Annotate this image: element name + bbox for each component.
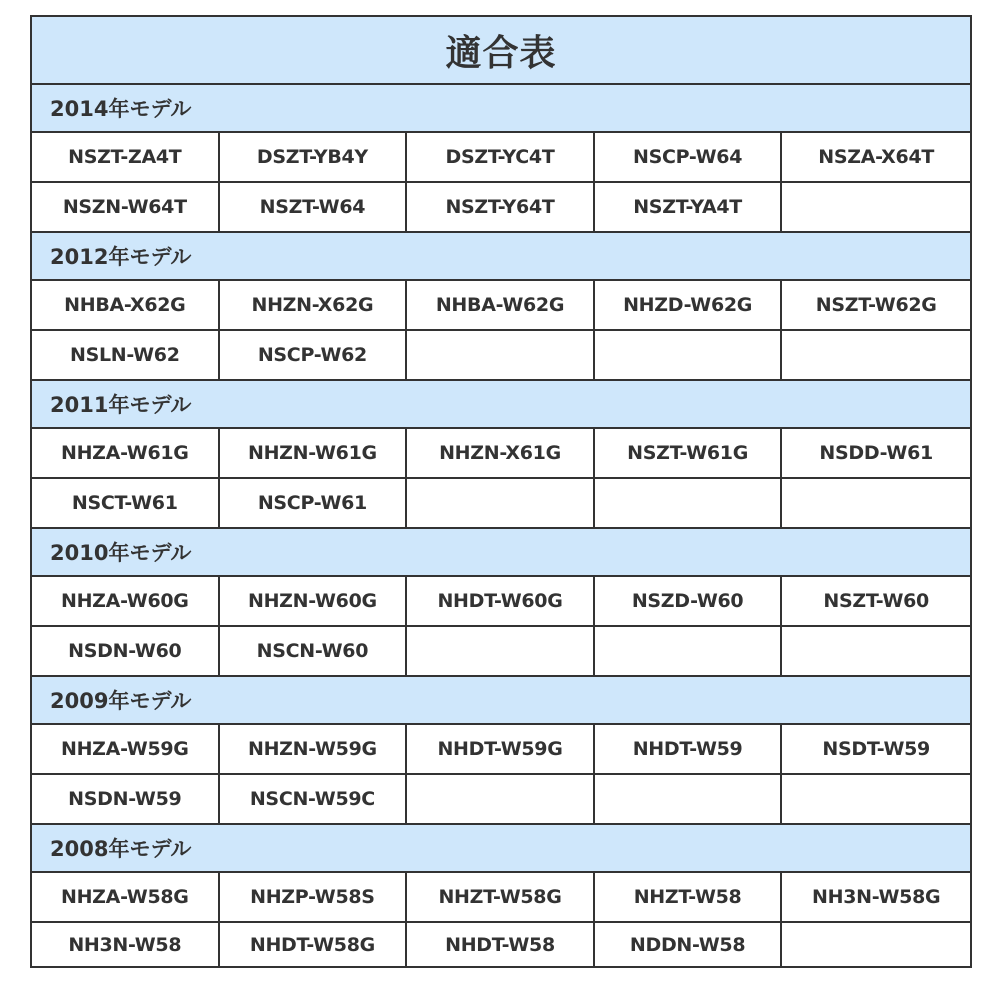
model-number-cell: NHZA-W60G: [32, 577, 220, 625]
empty-cell: [407, 775, 595, 823]
model-number-cell: NHDT-W59: [595, 725, 783, 773]
model-number-cell: NSZT-W60: [782, 577, 970, 625]
model-sections: [32, 85, 970, 966]
table-row: [32, 479, 970, 529]
model-number-cell: NSZD-W60: [595, 577, 783, 625]
model-number-cell: NSZT-ZA4T: [32, 133, 220, 181]
model-number-cell: NSDT-W59: [782, 725, 970, 773]
empty-cell: [782, 775, 970, 823]
empty-cell: [407, 627, 595, 675]
table-row: [32, 429, 970, 479]
empty-cell: [595, 775, 783, 823]
model-year-header: 2012年モデル: [32, 233, 970, 281]
model-number-cell: NSCN-W60: [220, 627, 408, 675]
model-year-section: [32, 677, 970, 825]
table-row: [32, 183, 970, 233]
model-number-cell: NHZA-W59G: [32, 725, 220, 773]
model-number-cell: NH3N-W58G: [782, 873, 970, 921]
empty-cell: [407, 331, 595, 379]
model-number-cell: NSCP-W64: [595, 133, 783, 181]
table-row: [32, 775, 970, 825]
model-number-cell: NHZN-W60G: [220, 577, 408, 625]
table-row: [32, 331, 970, 381]
model-year-header: 2008年モデル: [32, 825, 970, 873]
model-number-cell: NSCP-W62: [220, 331, 408, 379]
model-number-cell: NSZT-Y64T: [407, 183, 595, 231]
empty-cell: [407, 479, 595, 527]
model-number-cell: NSZT-YA4T: [595, 183, 783, 231]
empty-cell: [782, 183, 970, 231]
model-year-header: 2014年モデル: [32, 85, 970, 133]
model-number-cell: NSCT-W61: [32, 479, 220, 527]
model-number-cell: NSZN-W64T: [32, 183, 220, 231]
model-number-cell: DSZT-YC4T: [407, 133, 595, 181]
model-number-cell: NHDT-W58G: [220, 923, 408, 966]
model-number-cell: NHBA-W62G: [407, 281, 595, 329]
table-row: [32, 725, 970, 775]
model-number-cell: NSZT-W64: [220, 183, 408, 231]
model-year-section: [32, 85, 970, 233]
model-number-cell: NSDD-W61: [782, 429, 970, 477]
model-year-header: 2009年モデル: [32, 677, 970, 725]
table-row: [32, 923, 970, 966]
empty-cell: [782, 331, 970, 379]
model-year-header: 2010年モデル: [32, 529, 970, 577]
model-number-cell: NHZN-X61G: [407, 429, 595, 477]
model-year-section: [32, 381, 970, 529]
table-row: [32, 627, 970, 677]
table-row: [32, 577, 970, 627]
empty-cell: [782, 627, 970, 675]
empty-cell: [595, 331, 783, 379]
empty-cell: [595, 479, 783, 527]
model-number-cell: NHZN-X62G: [220, 281, 408, 329]
model-number-cell: NSDN-W60: [32, 627, 220, 675]
model-number-cell: NSZT-W62G: [782, 281, 970, 329]
model-year-section: [32, 825, 970, 966]
model-number-cell: NHZT-W58: [595, 873, 783, 921]
model-number-cell: NHZN-W61G: [220, 429, 408, 477]
model-year-section: [32, 529, 970, 677]
model-number-cell: NSCN-W59C: [220, 775, 408, 823]
empty-cell: [782, 479, 970, 527]
model-number-cell: NHDT-W58: [407, 923, 595, 966]
model-number-cell: NHDT-W59G: [407, 725, 595, 773]
model-number-cell: NHDT-W60G: [407, 577, 595, 625]
model-number-cell: DSZT-YB4Y: [220, 133, 408, 181]
model-number-cell: NSZA-X64T: [782, 133, 970, 181]
model-number-cell: NSLN-W62: [32, 331, 220, 379]
table-row: [32, 133, 970, 183]
model-year-section: [32, 233, 970, 381]
model-number-cell: NHZA-W58G: [32, 873, 220, 921]
model-number-cell: NSDN-W59: [32, 775, 220, 823]
empty-cell: [782, 923, 970, 966]
model-number-cell: NHZP-W58S: [220, 873, 408, 921]
model-number-cell: NHZT-W58G: [407, 873, 595, 921]
model-number-cell: NHZA-W61G: [32, 429, 220, 477]
compatibility-table: [30, 15, 972, 968]
model-number-cell: NHBA-X62G: [32, 281, 220, 329]
table-row: [32, 281, 970, 331]
model-number-cell: NSZT-W61G: [595, 429, 783, 477]
table-row: [32, 873, 970, 923]
model-number-cell: NHZD-W62G: [595, 281, 783, 329]
model-number-cell: NSCP-W61: [220, 479, 408, 527]
model-number-cell: NH3N-W58: [32, 923, 220, 966]
model-number-cell: NHZN-W59G: [220, 725, 408, 773]
table-title: 適合表: [32, 17, 970, 85]
model-number-cell: NDDN-W58: [595, 923, 783, 966]
empty-cell: [595, 627, 783, 675]
model-year-header: 2011年モデル: [32, 381, 970, 429]
